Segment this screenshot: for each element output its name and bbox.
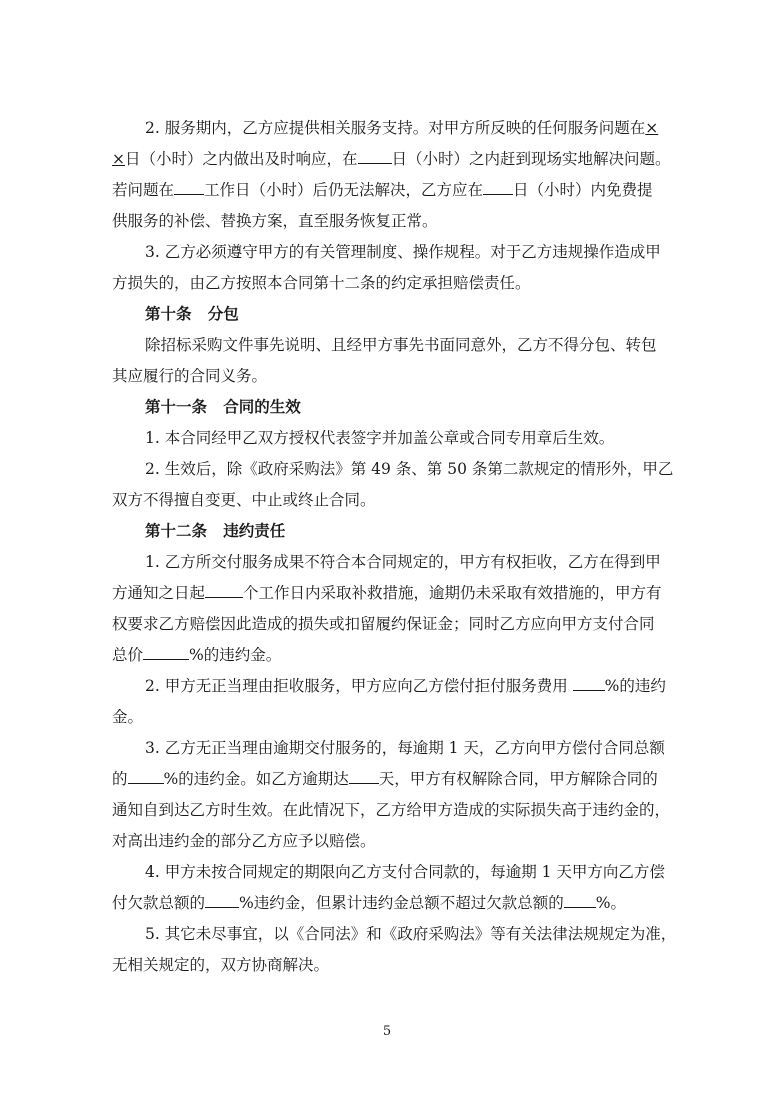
blank-field — [573, 676, 605, 691]
blank-field — [143, 645, 189, 660]
paragraph-effect-1: 1. 本合同经甲乙双方授权代表签字并加盖公章或合同专用章后生效。 — [145, 429, 615, 447]
blank-field — [358, 149, 392, 164]
paragraph-subcontract-line-2: 其应履行的合同义务。 — [112, 367, 268, 385]
paragraph-effect-2-line-1: 2. 生效后，除《政府采购法》第 49 条、第 50 条第二款规定的情形外，甲乙 — [145, 460, 674, 478]
paragraph-breach-3-line-4: 对高出违约金的部分乙方应予以赔偿。 — [112, 832, 376, 850]
blank-field — [349, 769, 379, 784]
paragraph-management-rules-line-1: 3. 乙方必须遵守甲方的有关管理制度、操作规程。对于乙方违规操作造成甲 — [145, 243, 661, 261]
paragraph-management-rules-line-2: 方损失的，由乙方按照本合同第十二条的约定承担赔偿责任。 — [112, 274, 531, 292]
paragraph-subcontract-line-1: 除招标采购文件事先说明、且经甲方事先书面同意外，乙方不得分包、转包 — [145, 336, 657, 354]
heading-article-12: 第十二条 违约责任 — [145, 521, 286, 540]
blank-field — [564, 893, 596, 908]
paragraph-breach-3-line-1: 3. 乙方无正当理由逾期交付服务的，每逾期 1 天，乙方向甲方偿付合同总额 — [145, 739, 665, 757]
blank-field — [483, 180, 513, 195]
paragraph-service-support-line-2: ×日（小时）之内做出及时响应，在 日（小时）之内赶到现场实地解决问题。 — [112, 150, 671, 168]
paragraph-breach-4-line-2: 付欠款总额的 %违约金，但累计违约金总额不超过欠款总额的 %。 — [112, 894, 626, 912]
heading-article-10: 第十条 分包 — [145, 304, 239, 323]
paragraph-breach-5-line-1: 5. 其它未尽事宜，以《合同法》和《政府采购法》等有关法律法规规定为准， — [145, 925, 677, 943]
paragraph-service-support-line-4: 供服务的补偿、替换方案，直至服务恢复正常。 — [112, 212, 438, 230]
paragraph-service-support-line-1: 2. 服务期内，乙方应提供相关服务支持。对甲方所反映的任何服务问题在× — [145, 119, 659, 137]
paragraph-service-support-line-3: 若问题在 工作日（小时）后仍无法解决，乙方应在 日（小时）内免费提 — [112, 181, 653, 199]
paragraph-breach-3-line-3: 通知自到达乙方时生效。在此情况下，乙方给甲方造成的实际损失高于违约金的， — [112, 801, 671, 819]
paragraph-breach-4-line-1: 4. 甲方未按合同规定的期限向乙方支付合同款的，每逾期 1 天甲方向乙方偿 — [145, 863, 665, 881]
paragraph-breach-1-line-4: 总价 %的违约金。 — [112, 646, 282, 664]
paragraph-breach-2-line-1: 2. 甲方无正当理由拒收服务，甲方应向乙方偿付拒付服务费用 %的违约 — [145, 677, 666, 695]
page-number: 5 — [382, 1024, 392, 1039]
paragraph-breach-2-line-2: 金。 — [112, 708, 144, 726]
blank-field — [174, 180, 204, 195]
paragraph-breach-1-line-1: 1. 乙方所交付服务成果不符合本合同规定的，甲方有权拒收，乙方在得到甲 — [145, 553, 661, 571]
paragraph-effect-2-line-2: 双方不得擅自变更、中止或终止合同。 — [112, 491, 376, 509]
blank-field — [128, 769, 164, 784]
heading-article-11: 第十一条 合同的生效 — [145, 397, 301, 416]
blank-mark: × — [645, 119, 659, 137]
paragraph-breach-5-line-2: 无相关规定的，双方协商解决。 — [112, 956, 330, 974]
paragraph-breach-3-line-2: 的 %的违约金。如乙方逾期达 天，甲方有权解除合同，甲方解除合同的 — [112, 770, 658, 788]
blank-mark: × — [112, 150, 125, 168]
paragraph-breach-1-line-2: 方通知之日起 个工作日内采取补救措施，逾期仍未采取有效措施的，甲方有 — [112, 584, 662, 602]
blank-field — [205, 583, 243, 598]
paragraph-breach-1-line-3: 权要求乙方赔偿因此造成的损失或扣留履约保证金；同时乙方应向甲方支付合同 — [112, 615, 655, 633]
blank-field — [205, 893, 239, 908]
